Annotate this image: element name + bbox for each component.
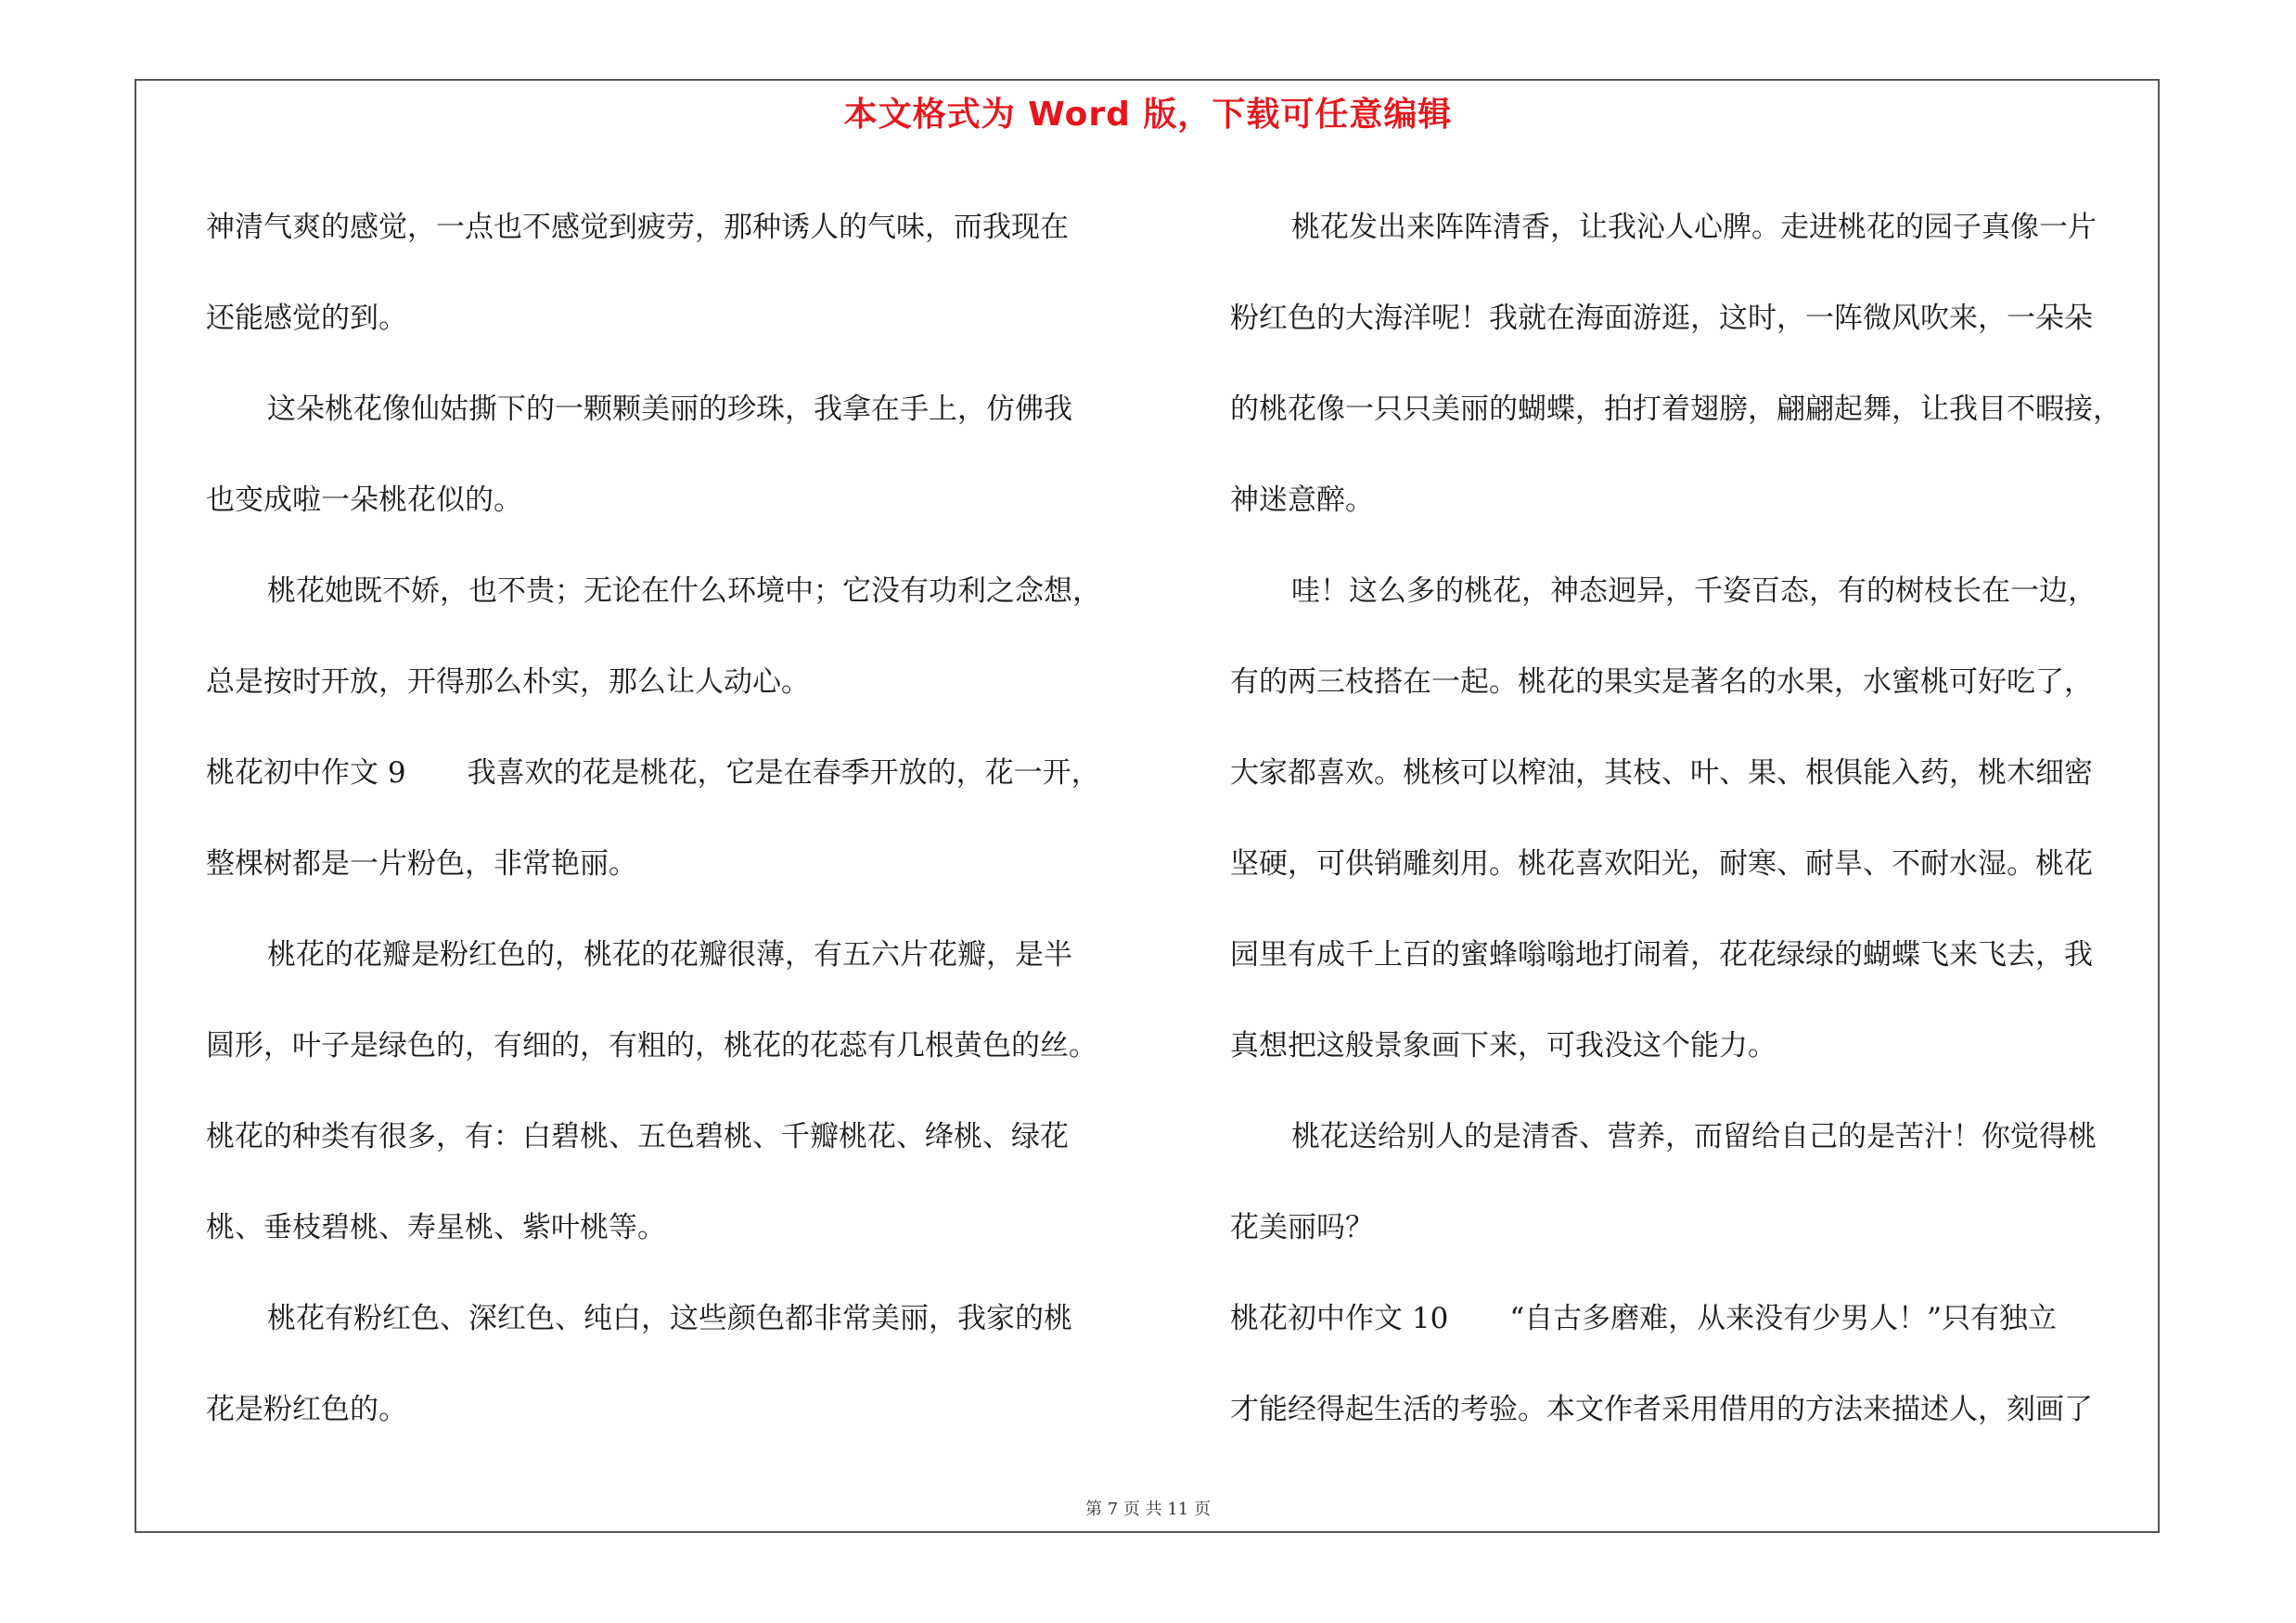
text-line — [1230, 273, 2158, 364]
left-text-column — [206, 182, 1134, 1455]
text-line — [206, 818, 1134, 909]
essay-heading: 桃花初中作文 10 — [1230, 1302, 1449, 1335]
text-line — [206, 364, 1134, 455]
line-text: 桃花发出来阵阵清香，让我沁人心脾。走进桃花的园子真像一片 — [1291, 211, 2097, 244]
right-text-column — [1230, 182, 2158, 1455]
line-text: 哇！这么多的桃花，神态迥异，千姿百态，有的树枝长在一边， — [1291, 574, 2097, 608]
line-text: 神清气爽的感觉，一点也不感觉到疲劳，那种诱人的气味，而我现在 — [206, 211, 1069, 244]
line-text: 桃花她既不娇，也不贵；无论在什么环境中；它没有功利之念想， — [267, 574, 1101, 608]
text-line — [1230, 1364, 2158, 1455]
text-line — [206, 455, 1134, 546]
line-text: 神迷意醉。 — [1230, 483, 1374, 517]
line-text: 粉红色的大海洋呢！我就在海面游逛，这时，一阵微风吹来，一朵朵 — [1230, 302, 2093, 335]
text-line — [206, 546, 1134, 637]
text-line — [1230, 1273, 2158, 1364]
text-line — [206, 182, 1134, 273]
text-line — [206, 909, 1134, 1000]
line-text: 也变成啦一朵桃花似的。 — [206, 483, 522, 517]
line-text: 总是按时开放，开得那么朴实，那么让人动心。 — [206, 665, 810, 699]
text-line — [1230, 546, 2158, 637]
page-number-footer: 第 7 页 共 11 页 — [1085, 1500, 1211, 1519]
text-line — [206, 1000, 1134, 1091]
text-line — [1230, 1091, 2158, 1182]
text-line — [1230, 637, 2158, 728]
line-text: 有的两三枝搭在一起。桃花的果实是著名的水果，水蜜桃可好吃了， — [1230, 665, 2093, 699]
line-text: 大家都喜欢。桃核可以榨油，其枝、叶、果、根俱能入药，桃木细密 — [1230, 756, 2093, 790]
line-text: 我喜欢的花是桃花，它是在春季开放的，花一开， — [467, 756, 1100, 790]
text-line — [206, 637, 1134, 728]
line-text: 的桃花像一只只美丽的蝴蝶，拍打着翅膀，翩翩起舞，让我目不暇接， — [1230, 393, 2122, 426]
text-line — [206, 728, 1134, 818]
text-line — [1230, 1000, 2158, 1091]
text-line — [1230, 364, 2158, 455]
text-line — [206, 1364, 1134, 1455]
text-line — [206, 1182, 1134, 1273]
text-line — [1230, 909, 2158, 1000]
line-text: 整棵树都是一片粉色，非常艳丽。 — [206, 847, 637, 881]
line-text: 才能经得起生活的考验。本文作者采用借用的方法来描述人，刻画了 — [1230, 1393, 2093, 1426]
essay-heading: 桃花初中作文 9 — [206, 756, 406, 790]
line-text: 还能感觉的到。 — [206, 302, 407, 335]
text-line — [206, 273, 1134, 364]
line-text: 桃花的花瓣是粉红色的，桃花的花瓣很薄，有五六片花瓣，是半 — [267, 938, 1072, 972]
text-line — [1230, 182, 2158, 273]
line-text: 这朵桃花像仙姑撕下的一颗颗美丽的珍珠，我拿在手上，仿佛我 — [267, 393, 1072, 426]
text-line — [206, 1091, 1134, 1182]
line-text: 坚硬，可供销雕刻用。桃花喜欢阳光，耐寒、耐旱、不耐水湿。桃花 — [1230, 847, 2093, 881]
line-text: 圆形，叶子是绿色的，有细的，有粗的，桃花的花蕊有几根黄色的丝。 — [206, 1029, 1097, 1063]
text-line — [1230, 818, 2158, 909]
line-text: 花美丽吗？ — [1230, 1211, 1374, 1244]
line-text: 花是粉红色的。 — [206, 1393, 407, 1426]
text-line — [1230, 728, 2158, 818]
text-line — [1230, 455, 2158, 546]
line-text: 园里有成千上百的蜜蜂嗡嗡地打闹着，花花绿绿的蝴蝶飞来飞去，我 — [1230, 938, 2093, 972]
line-text: 桃、垂枝碧桃、寿星桃、紫叶桃等。 — [206, 1211, 666, 1244]
text-line — [1230, 1182, 2158, 1273]
line-text: 真想把这般景象画下来，可我没这个能力。 — [1230, 1029, 1777, 1063]
word-format-banner: 本文格式为 Word 版，下载可任意编辑 — [843, 96, 1453, 134]
line-text: 桃花送给别人的是清香、营养，而留给自己的是苦汁！你觉得桃 — [1291, 1120, 2097, 1153]
text-line — [206, 1273, 1134, 1364]
line-text: 桃花有粉红色、深红色、纯白，这些颜色都非常美丽，我家的桃 — [267, 1302, 1072, 1335]
line-text: “自古多磨难，从来没有少男人！”只有独立 — [1509, 1302, 2058, 1335]
line-text: 桃花的种类有很多，有：白碧桃、五色碧桃、千瓣桃花、绛桃、绿花 — [206, 1120, 1069, 1153]
